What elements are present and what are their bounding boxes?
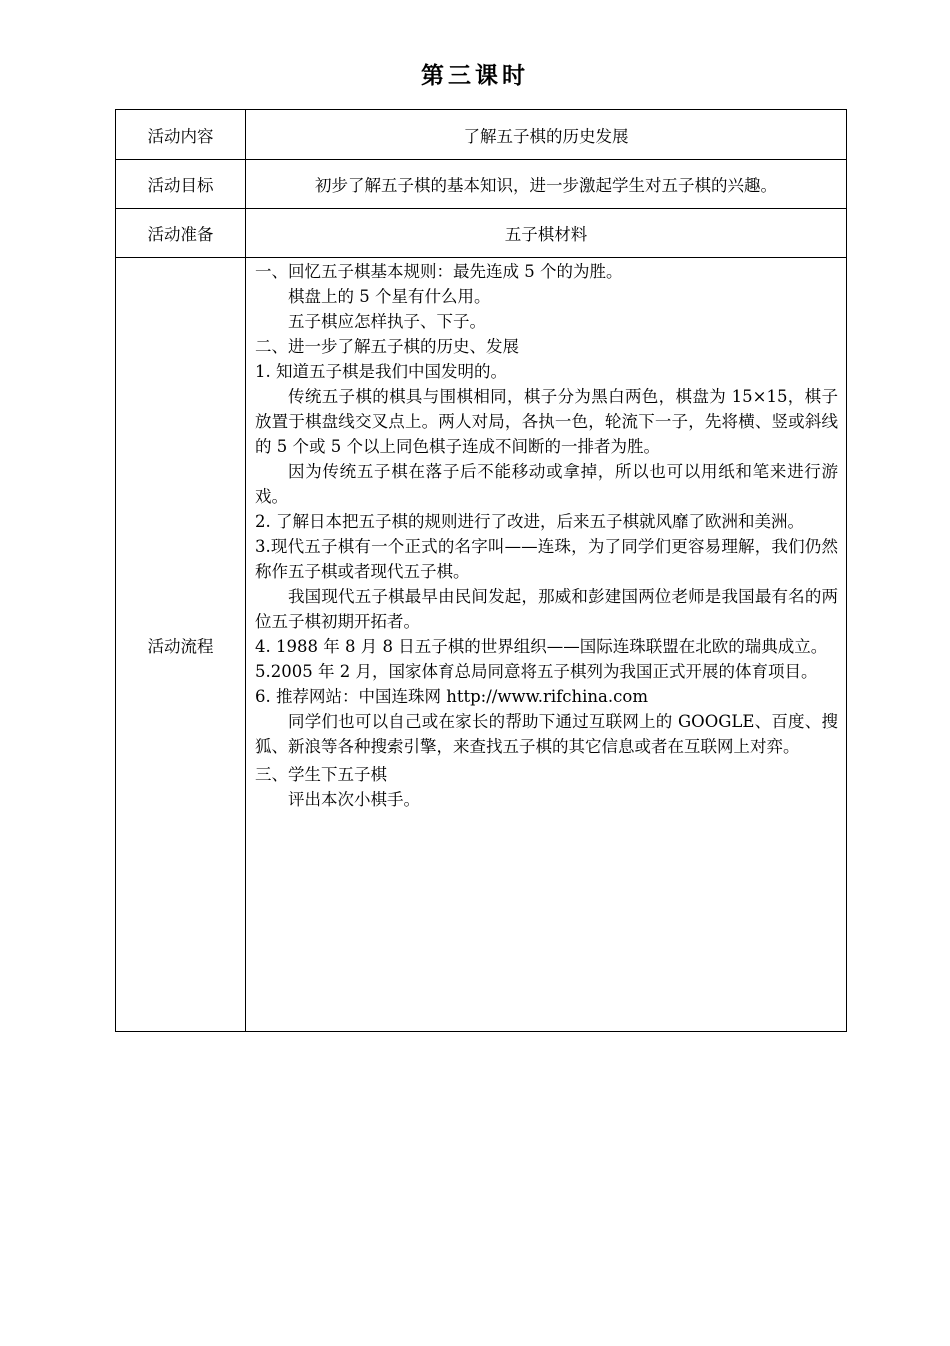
page-title: 第三课时	[421, 62, 529, 89]
flow-paragraph: 2. 了解日本把五子棋的规则进行了改进，后来五子棋就风靡了欧洲和美洲。	[255, 512, 804, 531]
table-row-flow	[116, 258, 847, 1032]
row-value-content: 了解五子棋的历史发展	[246, 110, 847, 160]
flow-paragraph: 6. 推荐网站：中国连珠网 http://www.rifchina.com	[255, 687, 648, 706]
flow-paragraph: 同学们也可以自己或在家长的帮助下通过互联网上的 GOOGLE、百度、搜狐、新浪等各种搜索引擎，来查找五子棋的其它信息或者在互联网上对弈。	[255, 712, 838, 756]
row-value-prep: 五子棋材料	[246, 209, 847, 258]
flow-paragraph: 1. 知道五子棋是我们中国发明的。	[255, 362, 507, 381]
flow-paragraph: 传统五子棋的棋具与围棋相同，棋子分为黑白两色，棋盘为 15×15，棋子放置于棋盘线交叉点上。两人对局，各执一色，轮流下一子，先将横、竖或斜线的 5 个或 5 个以上同色棋子连成不间断的一排者为胜。	[255, 387, 838, 456]
flow-paragraph: 棋盘上的 5 个星有什么用。	[288, 287, 491, 306]
flow-paragraph: 二、进一步了解五子棋的历史、发展	[255, 337, 519, 356]
flow-paragraph: 3.现代五子棋有一个正式的名字叫——连珠，为了同学们更容易理解，我们仍然称作五子棋或者现代五子棋。	[255, 537, 838, 581]
row-label-goal: 活动目标	[116, 160, 246, 209]
flow-paragraph: 因为传统五子棋在落子后不能移动或拿掉，所以也可以用纸和笔来进行游戏。	[255, 462, 838, 506]
flow-paragraph: 五子棋应怎样执子、下子。	[288, 312, 486, 331]
flow-paragraph: 三、学生下五子棋	[255, 765, 387, 784]
flow-paragraph: 5.2005 年 2 月，国家体育总局同意将五子棋列为我国正式开展的体育项目。	[255, 662, 818, 681]
table-row-content	[116, 110, 847, 160]
row-label-content: 活动内容	[116, 110, 246, 160]
row-value-flow	[246, 258, 847, 1032]
flow-paragraph: 一、回忆五子棋基本规则：最先连成 5 个的为胜。	[255, 262, 623, 281]
table-row-goal	[116, 160, 847, 209]
row-value-goal: 初步了解五子棋的基本知识，进一步激起学生对五子棋的兴趣。	[246, 160, 847, 209]
lesson-plan-table	[115, 109, 847, 1032]
flow-body	[255, 258, 838, 812]
table-row-prep	[116, 209, 847, 258]
flow-paragraph: 4. 1988 年 8 月 8 日五子棋的世界组织——国际连珠联盟在北欧的瑞典成立。	[255, 637, 828, 656]
flow-paragraph: 我国现代五子棋最早由民间发起，那威和彭建国两位老师是我国最有名的两位五子棋初期开拓者。	[255, 587, 838, 631]
row-label-prep: 活动准备	[116, 209, 246, 258]
row-label-flow: 活动流程	[116, 258, 246, 1032]
flow-paragraph: 评出本次小棋手。	[288, 790, 420, 809]
